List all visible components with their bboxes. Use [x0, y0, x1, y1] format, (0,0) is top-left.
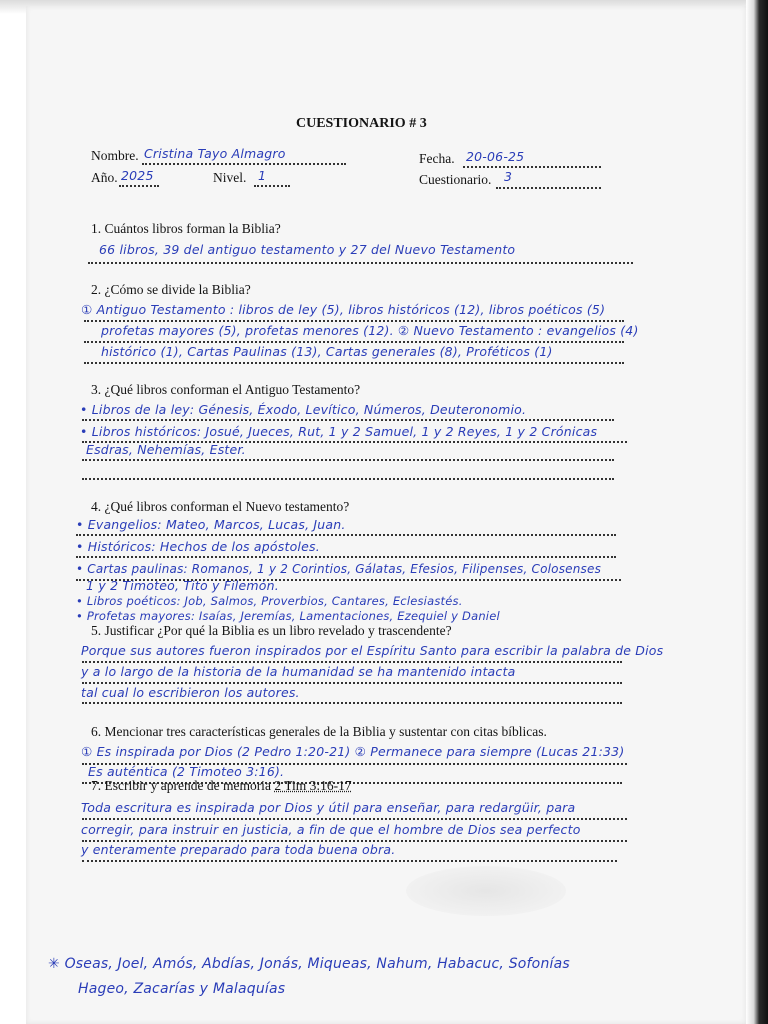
answer-7-line-1-rule [82, 818, 627, 820]
footnote-line-1: ✳ Oseas, Joel, Amós, Abdías, Jonás, Miqueas, Nahum, Habacuc, Sofonías [48, 956, 570, 972]
question-1: 1. Cuántos libros forman la Biblia? [91, 221, 281, 236]
nivel-value: 1 [258, 168, 267, 183]
cuestionario-label: Cuestionario. [419, 172, 492, 187]
question-5: 5. Justificar ¿Por qué la Biblia es un libro revelado y trascendente? [91, 623, 452, 638]
answer-4-line-2-rule [76, 556, 616, 558]
answer-5-line-2: y a lo largo de la historia de la humanidad se ha mantenido intacta [81, 664, 516, 679]
ano-label: Año. [91, 170, 118, 185]
answer-7-line-2: corregir, para instruir en justicia, a fin de que el hombre de Dios sea perfecto [81, 822, 581, 837]
page-title: CUESTIONARIO # 3 [296, 116, 427, 131]
question-3: 3. ¿Qué libros conforman el Antiguo Testamento? [91, 382, 361, 397]
answer-3-line-1-rule [82, 419, 614, 421]
fecha-value: 20-06-25 [466, 149, 525, 164]
questionnaire-sheet [26, 6, 746, 1024]
answer-4-line-2: • Históricos: Hechos de los apóstoles. [76, 539, 320, 554]
question-6: 6. Mencionar tres características generales de la Biblia y sustentar con citas bíblicas. [91, 724, 547, 739]
answer-7-line-1: Toda escritura es inspirada por Dios y útil para enseñar, para redargüir, para [81, 800, 576, 815]
answer-2-line-3-rule [84, 362, 624, 364]
answer-4-line-3: • Cartas paulinas: Romanos, 1 y 2 Corintios, Gálatas, Efesios, Filipenses, Colosenses [76, 562, 602, 576]
answer-3-line-1: • Libros de la ley: Génesis, Éxodo, Levítico, Números, Deuteronomio. [80, 402, 527, 417]
answer-4-line-6: • Profetas mayores: Isaías, Jeremías, Lamentaciones, Ezequiel y Daniel [76, 609, 500, 623]
answer-2-line-1-rule [84, 320, 624, 322]
answer-2-line-2-rule [84, 341, 624, 343]
answer-1-line [88, 262, 633, 264]
answer-4-line-4: 1 y 2 Timoteo, Tito y Filemón. [86, 578, 279, 593]
answer-3-line-3: Esdras, Nehemías, Ester. [86, 442, 246, 457]
nombre-value: Cristina Tayo Almagro [144, 146, 286, 161]
nombre-dotted-line [142, 163, 346, 165]
answer-4-line-1: • Evangelios: Mateo, Marcos, Lucas, Juan. [76, 517, 346, 532]
question-7-reference: 2 Tim 3:16-17 [274, 778, 352, 793]
fecha-label: Fecha. [419, 151, 455, 166]
answer-5-line-1-rule [82, 661, 622, 663]
answer-2-line-2: profetas mayores (5), profetas menores (12). ② Nuevo Testamento : evangelios (4) [101, 323, 639, 338]
nivel-label: Nivel. [213, 170, 247, 185]
cuestionario-value: 3 [504, 169, 513, 184]
nivel-dotted-line [254, 185, 290, 187]
answer-6-line-1: ① Es inspirada por Dios (2 Pedro 1:20-21) ② Permanece para siempre (Lucas 21:33) [81, 744, 625, 759]
question-7-text: 7. Escribir y aprende de memoria [91, 778, 275, 793]
question-7 [91, 778, 352, 794]
question-2: 2. ¿Cómo se divide la Biblia? [91, 282, 251, 297]
answer-2-line-1: ① Antiguo Testamento : libros de ley (5), libros históricos (12), libros poéticos (5) [81, 302, 606, 317]
answer-2-line-3: histórico (1), Cartas Paulinas (13), Cartas generales (8), Proféticos (1) [101, 344, 553, 359]
answer-4-line-5: • Libros poéticos: Job, Salmos, Proverbios, Cantares, Eclesiastés. [76, 594, 463, 608]
answer-5-line-3-rule [82, 702, 622, 704]
answer-5-line-1: Porque sus autores fueron inspirados por el Espíritu Santo para escribir la palabra de Dios [81, 643, 664, 658]
answer-5-line-2-rule [82, 682, 622, 684]
question-4: 4. ¿Qué libros conforman el Nuevo testamento? [91, 499, 350, 514]
answer-3-line-4-rule [82, 478, 614, 480]
answer-6-line-2: Es auténtica (2 Timoteo 3:16). [88, 764, 285, 779]
ano-dotted-line [119, 185, 159, 187]
answer-1: 66 libros, 39 del antiguo testamento y 27 del Nuevo Testamento [99, 242, 516, 257]
answer-7-line-3-rule [82, 860, 617, 862]
scan-right-edge [746, 0, 768, 1024]
scan-smudge [406, 866, 566, 916]
answer-5-line-3: tal cual lo escribieron los autores. [81, 685, 300, 700]
answer-4-line-1-rule [76, 534, 616, 536]
answer-3-line-3-rule [82, 459, 614, 461]
cuestionario-dotted-line [496, 187, 601, 189]
ano-value: 2025 [121, 168, 154, 183]
nombre-label: Nombre. [91, 148, 139, 163]
fecha-dotted-line [463, 166, 601, 168]
answer-7-line-3: y enteramente preparado para toda buena obra. [81, 842, 396, 857]
footnote-line-2: Hageo, Zacarías y Malaquías [78, 981, 286, 997]
answer-3-line-2: • Libros históricos: Josué, Jueces, Rut, 1 y 2 Samuel, 1 y 2 Reyes, 1 y 2 Crónicas [80, 424, 598, 439]
